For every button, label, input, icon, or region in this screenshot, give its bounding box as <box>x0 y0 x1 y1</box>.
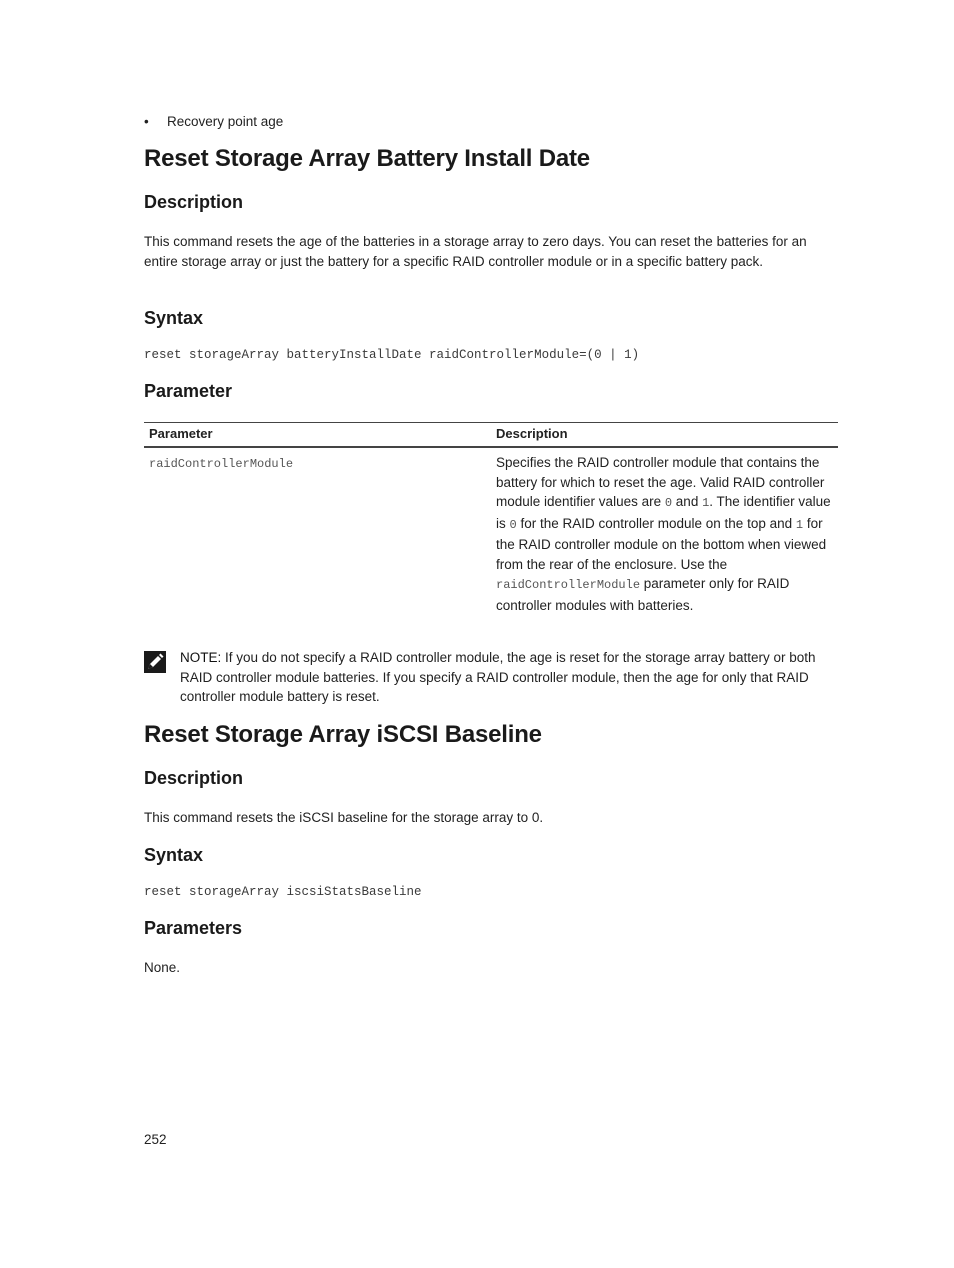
syntax-heading: Syntax <box>144 308 204 328</box>
code-inline: 1 <box>702 496 710 510</box>
note-body: If you do not specify a RAID controller module, the age is reset for the storage array battery or both RAID controller module batteries. If you specify a RAID controller module, then the age for only that RAID controller module battery is reset. <box>180 650 816 704</box>
syntax-code-2: reset storageArray iscsiStatsBaseline <box>144 885 422 899</box>
parameters-text: None. <box>144 960 181 975</box>
parameter-name: raidControllerModule <box>149 457 294 471</box>
description-text: This command resets the age of the batteries in a storage array to zero days. You can reset the batteries for an entire storage array or just the battery for a specific RAID controller module or in a specific battery pack. <box>144 234 807 269</box>
syntax-code: reset storageArray batteryInstallDate raidControllerModule=(0 | 1) <box>144 348 640 362</box>
table-cell-description <box>491 447 838 615</box>
bullet-text: Recovery point age <box>167 114 284 129</box>
table-header-description: Description <box>491 423 838 448</box>
desc-text: Specifies the RAID controller module that contains the battery for which to reset the age. Valid RAID controller module identifier values are <box>496 455 825 509</box>
parameters-heading: Parameters <box>144 918 243 938</box>
description-heading-2: Description <box>144 768 244 788</box>
table-cell-parameter <box>144 447 491 615</box>
desc-text: parameter only for RAID controller modules with batteries. <box>496 576 790 613</box>
parameter-table <box>144 422 838 615</box>
section-title-iscsi: Reset Storage Array iSCSI Baseline <box>144 721 542 748</box>
code-inline: 1 <box>795 517 804 532</box>
code-inline: 0 <box>664 496 673 510</box>
bullet-symbol: • <box>144 114 149 129</box>
desc-text: . The identifier value is <box>496 494 831 531</box>
code-inline: raidControllerModule <box>496 578 641 592</box>
code-inline: 0 <box>509 517 517 532</box>
description-heading: Description <box>144 192 244 212</box>
syntax-heading-2: Syntax <box>144 845 204 865</box>
pencil-note-icon <box>144 651 166 673</box>
section-title-battery: Reset Storage Array Battery Install Date <box>144 145 590 172</box>
desc-text: for the RAID controller module on the bottom when viewed from the rear of the enclosure. Use the <box>496 515 827 572</box>
parameter-heading: Parameter <box>144 381 233 401</box>
desc-text: for the RAID controller module on the top and <box>516 515 796 531</box>
description-text-2: This command resets the iSCSI baseline for the storage array to 0. <box>144 810 544 825</box>
note-label: NOTE: <box>180 650 222 665</box>
note-text <box>180 648 838 707</box>
page-number: 252 <box>144 1132 167 1147</box>
table-header-row <box>144 423 838 448</box>
bullet-item <box>144 113 283 131</box>
table-row <box>144 447 838 615</box>
table-header-parameter: Parameter <box>144 423 491 448</box>
desc-text: and <box>672 494 703 509</box>
